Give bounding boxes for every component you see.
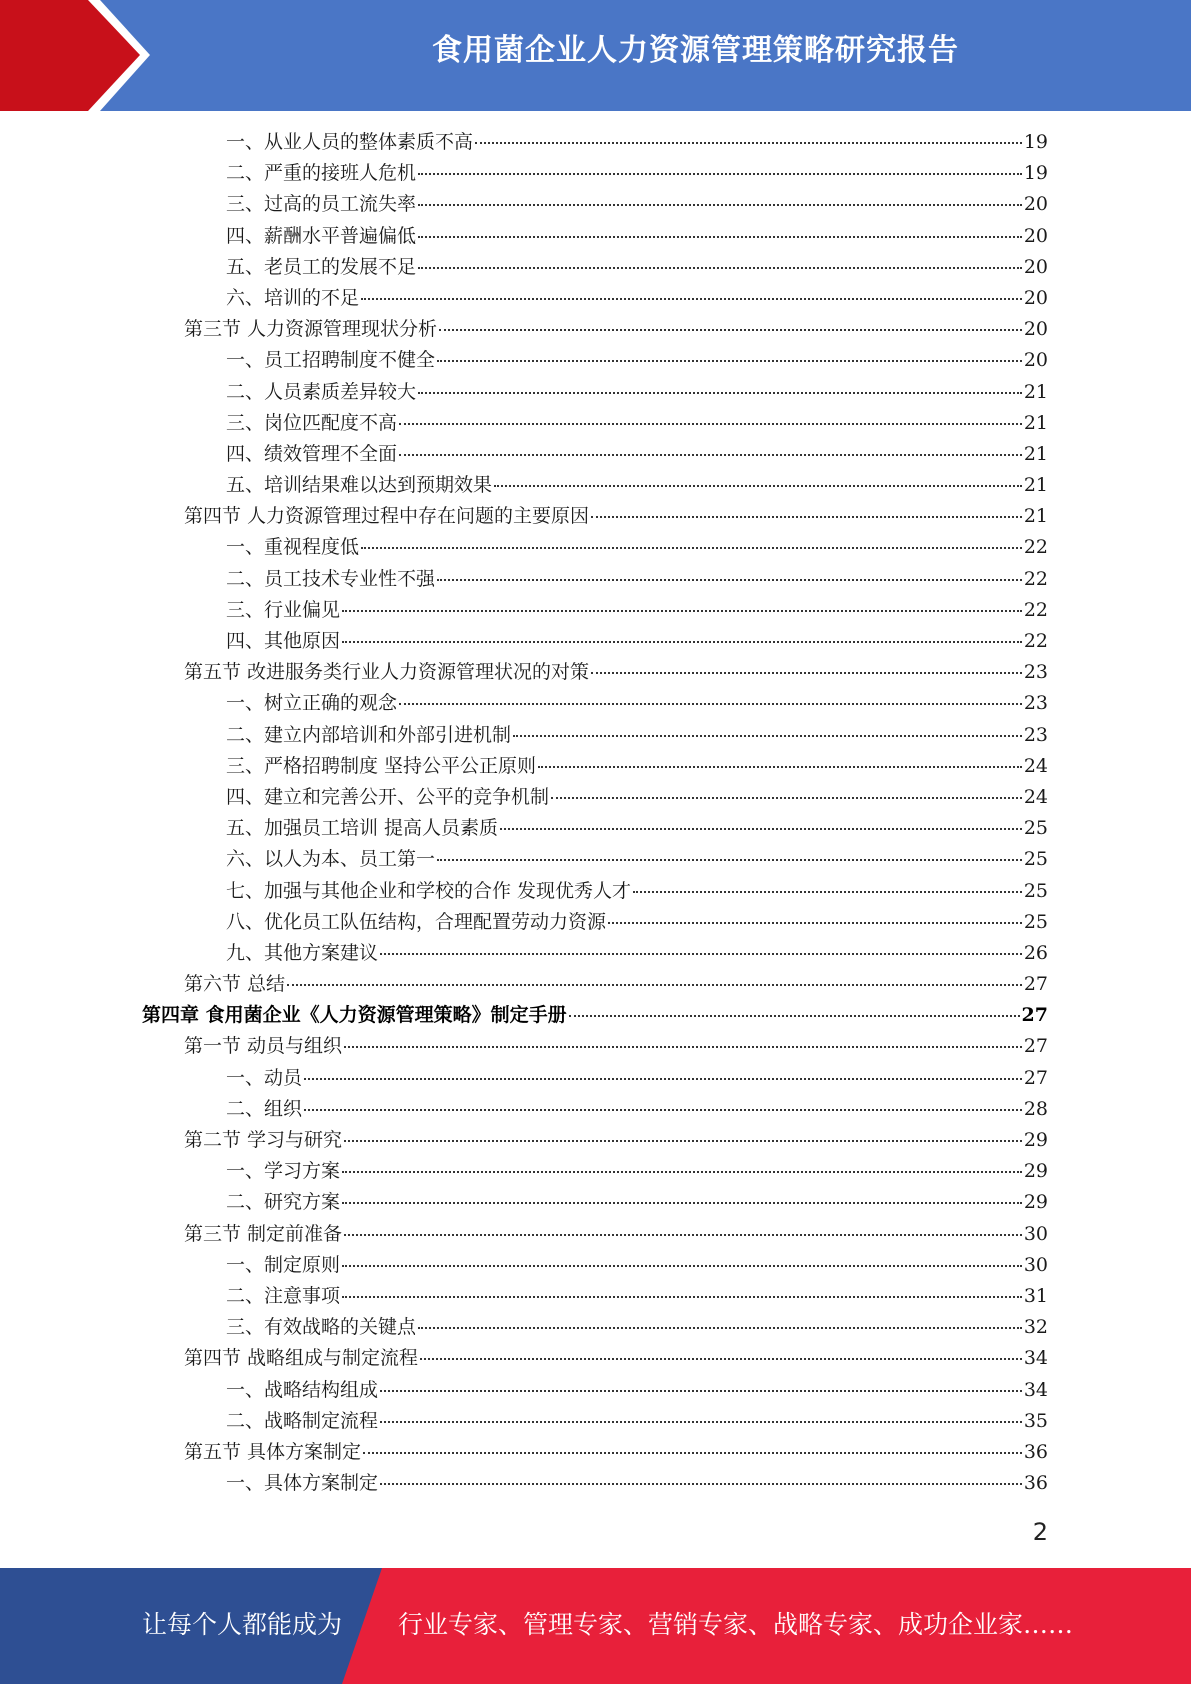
toc-dot-leader [380, 1390, 1022, 1392]
toc-entry-label: 二、严重的接班人危机 [226, 162, 417, 185]
toc-entry-label: 八、优化员工队伍结构，合理配置劳动力资源 [226, 910, 607, 933]
toc-entry-item[interactable] [142, 1250, 1048, 1281]
toc-dot-leader [418, 267, 1022, 269]
toc-entry-label: 三、过高的员工流失率 [226, 193, 417, 216]
toc-entry-page: 34 [1023, 1378, 1048, 1401]
toc-dot-leader [287, 984, 1022, 986]
toc-entry-item[interactable] [142, 408, 1048, 439]
toc-entry-page: 34 [1023, 1347, 1048, 1370]
toc-entry-section[interactable] [142, 1031, 1048, 1062]
toc-dot-leader [399, 703, 1022, 705]
toc-entry-item[interactable] [142, 1375, 1048, 1406]
toc-entry-label: 四、薪酬水平普遍偏低 [226, 224, 417, 247]
toc-entry-page: 20 [1023, 349, 1048, 372]
toc-entry-item[interactable] [142, 221, 1048, 252]
toc-entry-label: 二、注意事项 [226, 1284, 341, 1307]
toc-dot-leader [304, 1078, 1022, 1080]
toc-entry-label: 四、其他原因 [226, 630, 341, 652]
toc-entry-label: 一、从业人员的整体素质不高 [226, 131, 474, 153]
toc-entry-section[interactable] [142, 657, 1048, 688]
toc-entry-page: 21 [1023, 442, 1048, 465]
toc-entry-item[interactable] [142, 252, 1048, 283]
toc-entry-label: 二、战略制定流程 [226, 1409, 379, 1432]
toc-entry-item[interactable] [142, 595, 1048, 626]
toc-entry-page: 22 [1023, 536, 1048, 559]
toc-dot-leader [439, 329, 1022, 331]
toc-entry-item[interactable] [142, 876, 1048, 907]
toc-entry-page: 30 [1023, 1253, 1048, 1276]
toc-entry-label: 第四节 人力资源管理过程中存在问题的主要原因 [184, 505, 590, 528]
toc-entry-label: 第三节 人力资源管理现状分析 [184, 318, 438, 341]
toc-entry-section[interactable] [142, 1437, 1048, 1468]
toc-entry-item[interactable] [142, 1312, 1048, 1343]
toc-entry-item[interactable] [142, 564, 1048, 595]
toc-entry-label: 四、绩效管理不全面 [226, 442, 398, 465]
toc-entry-item[interactable] [142, 688, 1048, 719]
toc-entry-page: 27 [1021, 1004, 1048, 1027]
toc-entry-page: 22 [1023, 630, 1048, 652]
footer-slogan-right: 行业专家、管理专家、营销专家、战略专家、成功企业家…… [398, 1610, 1074, 1639]
page-number: 2 [1032, 1518, 1048, 1546]
toc-dot-leader [418, 1327, 1022, 1329]
toc-entry-section[interactable] [142, 1343, 1048, 1374]
toc-entry-page: 27 [1023, 1035, 1048, 1058]
toc-dot-leader [591, 516, 1022, 518]
toc-entry-item[interactable] [142, 439, 1048, 470]
toc-entry-section[interactable] [142, 314, 1048, 345]
page-header [0, 0, 1191, 111]
toc-entry-item[interactable] [142, 813, 1048, 844]
toc-entry-section[interactable] [142, 501, 1048, 532]
toc-entry-item[interactable] [142, 907, 1048, 938]
toc-entry-page: 25 [1023, 879, 1048, 902]
toc-entry-page: 25 [1023, 910, 1048, 933]
toc-entry-item[interactable] [142, 1187, 1048, 1218]
toc-dot-leader [344, 1234, 1022, 1236]
toc-dot-leader [418, 392, 1022, 394]
toc-entry-page: 23 [1023, 661, 1048, 684]
toc-entry-label: 二、研究方案 [226, 1191, 341, 1214]
toc-entry-label: 一、制定原则 [226, 1253, 341, 1276]
toc-dot-leader [380, 1483, 1022, 1485]
toc-entry-page: 25 [1023, 848, 1048, 871]
toc-dot-leader [418, 236, 1022, 238]
toc-entry-label: 二、建立内部培训和外部引进机制 [226, 723, 512, 746]
toc-entry-item[interactable] [142, 938, 1048, 969]
toc-entry-page: 27 [1023, 1066, 1048, 1089]
document-title: 食用菌企业人力资源管理策略研究报告 [432, 33, 959, 68]
toc-dot-leader [420, 1358, 1022, 1360]
toc-entry-item[interactable] [142, 720, 1048, 751]
toc-dot-leader [475, 142, 1022, 144]
toc-entry-page: 30 [1023, 1222, 1048, 1245]
toc-entry-page: 21 [1023, 411, 1048, 434]
toc-dot-leader [344, 1140, 1022, 1142]
toc-dot-leader [418, 173, 1022, 175]
toc-dot-leader [342, 610, 1022, 612]
toc-entry-page: 36 [1023, 1472, 1048, 1495]
toc-entry-label: 第三节 制定前准备 [184, 1222, 343, 1245]
toc-dot-leader [380, 1421, 1022, 1423]
toc-entry-label: 三、岗位匹配度不高 [226, 411, 398, 434]
toc-entry-item[interactable] [142, 345, 1048, 376]
toc-entry-label: 第五节 改进服务类行业人力资源管理状况的对策 [184, 661, 590, 684]
toc-dot-leader [513, 735, 1022, 737]
toc-entry-item[interactable] [142, 844, 1048, 875]
toc-entry-label: 第四节 战略组成与制定流程 [184, 1347, 419, 1370]
toc-dot-leader [342, 1296, 1022, 1298]
toc-dot-leader [399, 454, 1022, 456]
toc-dot-leader [569, 1015, 1020, 1017]
toc-dot-leader [437, 360, 1022, 362]
toc-entry-page: 27 [1023, 973, 1048, 996]
toc-dot-leader [418, 204, 1022, 206]
toc-entry-label: 第六节 总结 [184, 973, 286, 996]
toc-dot-leader [342, 1202, 1022, 1204]
toc-entry-label: 四、建立和完善公开、公平的竞争机制 [226, 785, 550, 808]
toc-entry-label: 第五节 具体方案制定 [184, 1440, 362, 1463]
toc-entry-page: 23 [1023, 692, 1048, 715]
toc-entry-label: 一、战略结构组成 [226, 1378, 379, 1401]
toc-entry-item[interactable] [142, 377, 1048, 408]
toc-entry-page: 26 [1023, 941, 1048, 964]
toc-entry-item[interactable] [142, 626, 1048, 657]
toc-entry-label: 九、其他方案建议 [226, 941, 379, 964]
toc-entry-page: 36 [1023, 1440, 1048, 1463]
toc-dot-leader [437, 579, 1022, 581]
toc-entry-page: 20 [1023, 286, 1048, 309]
toc-entry-label: 第二节 学习与研究 [184, 1129, 343, 1151]
toc-entry-page: 24 [1023, 785, 1048, 808]
toc-entry-page: 35 [1023, 1409, 1048, 1432]
toc-dot-leader [399, 423, 1022, 425]
toc-entry-page: 20 [1023, 318, 1048, 341]
toc-entry-label: 五、老员工的发展不足 [226, 255, 417, 278]
footer-slogan-left: 让每个人都能成为 [142, 1610, 343, 1639]
toc-entry-label: 六、以人为本、员工第一 [226, 848, 436, 871]
toc-entry-page: 29 [1023, 1160, 1048, 1183]
toc-entry-page: 19 [1023, 131, 1048, 153]
toc-entry-label: 二、员工技术专业性不强 [226, 567, 436, 590]
toc-entry-item[interactable] [142, 1156, 1048, 1187]
toc-entry-page: 29 [1023, 1129, 1048, 1151]
toc-entry-item[interactable] [142, 158, 1048, 189]
toc-entry-page: 32 [1023, 1316, 1048, 1339]
toc-entry-label: 三、行业偏见 [226, 598, 341, 621]
toc-entry-label: 一、重视程度低 [226, 536, 360, 559]
toc-entry-label: 一、树立正确的观念 [226, 692, 398, 715]
toc-dot-leader [500, 828, 1022, 830]
toc-entry-page: 22 [1023, 598, 1048, 621]
toc-dot-leader [608, 922, 1022, 924]
toc-entry-label: 五、加强员工培训 提高人员素质 [226, 817, 499, 840]
toc-dot-leader [633, 891, 1022, 893]
toc-entry-label: 第一节 动员与组织 [184, 1035, 343, 1058]
toc-dot-leader [551, 797, 1022, 799]
toc-dot-leader [494, 485, 1022, 487]
toc-entry-label: 一、员工招聘制度不健全 [226, 349, 436, 372]
toc-dot-leader [342, 1265, 1022, 1267]
toc-entry-item[interactable] [142, 127, 1048, 158]
toc-entry-label: 三、有效战略的关键点 [226, 1316, 417, 1339]
toc-entry-item[interactable] [142, 1406, 1048, 1437]
toc-entry-section[interactable] [142, 1219, 1048, 1250]
toc-entry-label: 一、学习方案 [226, 1160, 341, 1183]
toc-dot-leader [437, 859, 1022, 861]
toc-entry-label: 三、严格招聘制度 坚持公平公正原则 [226, 754, 537, 777]
toc-entry-page: 20 [1023, 255, 1048, 278]
toc-dot-leader [361, 547, 1022, 549]
toc-entry-item[interactable] [142, 751, 1048, 782]
toc-dot-leader [361, 298, 1022, 300]
toc-entry-section[interactable] [142, 1125, 1048, 1156]
toc-entry-label: 五、培训结果难以达到预期效果 [226, 474, 493, 497]
toc-entry-page: 23 [1023, 723, 1048, 746]
toc-entry-page: 21 [1023, 380, 1048, 403]
toc-entry-label: 第四章 食用菌企业《人力资源管理策略》制定手册 [142, 1004, 567, 1027]
toc-entry-label: 二、组织 [226, 1097, 303, 1120]
toc-dot-leader [304, 1109, 1022, 1111]
toc-entry-item[interactable] [142, 1063, 1048, 1094]
toc-entry-section[interactable] [142, 969, 1048, 1000]
toc-entry-item[interactable] [142, 1281, 1048, 1312]
toc-entry-label: 一、动员 [226, 1066, 303, 1089]
toc-entry-item[interactable] [142, 1094, 1048, 1125]
toc-entry-item[interactable] [142, 189, 1048, 220]
toc-dot-leader [363, 1452, 1022, 1454]
page-footer [0, 1568, 1191, 1684]
toc-entry-item[interactable] [142, 782, 1048, 813]
toc-dot-leader [538, 766, 1022, 768]
table-of-contents [142, 127, 1048, 1499]
toc-entry-page: 20 [1023, 224, 1048, 247]
toc-entry-page: 20 [1023, 193, 1048, 216]
toc-dot-leader [342, 641, 1022, 643]
toc-entry-item[interactable] [142, 1468, 1048, 1499]
toc-entry-page: 28 [1023, 1097, 1048, 1120]
toc-entry-chapter[interactable] [142, 1000, 1048, 1031]
toc-entry-label: 一、具体方案制定 [226, 1472, 379, 1495]
toc-entry-item[interactable] [142, 532, 1048, 563]
toc-dot-leader [380, 953, 1022, 955]
toc-entry-page: 21 [1023, 505, 1048, 528]
toc-entry-label: 六、培训的不足 [226, 286, 360, 309]
toc-entry-item[interactable] [142, 470, 1048, 501]
toc-dot-leader [591, 672, 1022, 674]
toc-entry-page: 22 [1023, 567, 1048, 590]
toc-entry-item[interactable] [142, 283, 1048, 314]
toc-entry-page: 21 [1023, 474, 1048, 497]
toc-entry-page: 24 [1023, 754, 1048, 777]
toc-entry-label: 七、加强与其他企业和学校的合作 发现优秀人才 [226, 879, 632, 902]
toc-entry-page: 19 [1023, 162, 1048, 185]
toc-entry-page: 31 [1023, 1284, 1048, 1307]
toc-entry-page: 29 [1023, 1191, 1048, 1214]
toc-entry-label: 二、人员素质差异较大 [226, 380, 417, 403]
toc-entry-page: 25 [1023, 817, 1048, 840]
toc-dot-leader [344, 1046, 1022, 1048]
toc-dot-leader [342, 1171, 1022, 1173]
